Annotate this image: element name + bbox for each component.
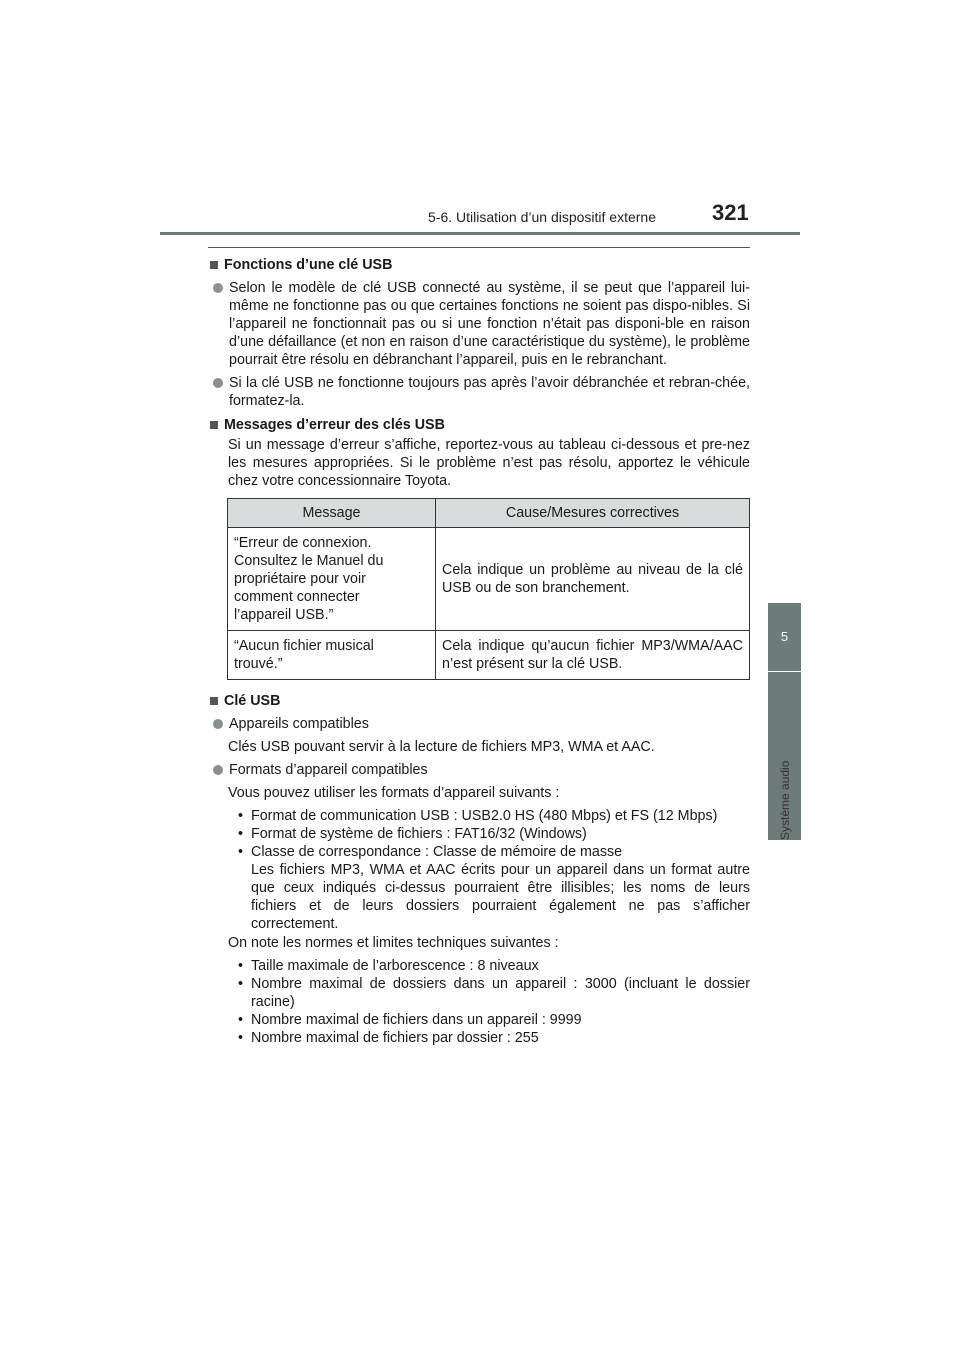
list-item-text: Format de système de fichiers : FAT16/32 (Windows) bbox=[251, 826, 587, 842]
table-header-row bbox=[228, 499, 750, 528]
list-item bbox=[238, 807, 750, 825]
dot-bullet-icon: • bbox=[238, 844, 244, 860]
list-item-text: Nombre maximal de fichiers dans un appareil : 9999 bbox=[251, 1012, 582, 1028]
section-heading: 5-6. Utilisation d’un dispositif externe bbox=[428, 209, 657, 225]
list-item bbox=[210, 715, 750, 733]
dot-bullet-icon: • bbox=[238, 1030, 244, 1046]
table-cell-message: “Erreur de connexion. Consultez le Manuel du propriétaire pour voir comment connecter l’appareil USB.” bbox=[228, 528, 436, 631]
square-bullet-icon bbox=[210, 261, 218, 269]
page-content bbox=[210, 252, 750, 1047]
compat-devices-text: Clés USB pouvant servir à la lecture de fichiers MP3, WMA et AAC. bbox=[228, 739, 655, 755]
section-title-messages bbox=[210, 416, 750, 434]
error-table bbox=[227, 498, 750, 680]
formats-list bbox=[210, 807, 750, 933]
dot-bullet-icon: • bbox=[238, 958, 244, 974]
table-row bbox=[228, 631, 750, 680]
list-item-text: Appareils compatibles bbox=[229, 716, 369, 732]
formats-note-row bbox=[238, 861, 750, 933]
square-bullet-icon bbox=[210, 421, 218, 429]
table-cell-cause: Cela indique qu’aucun fichier MP3/WMA/AAC n’est présent sur la clé USB. bbox=[436, 631, 750, 680]
dot-bullet-icon: • bbox=[238, 826, 244, 842]
table-cell-cause: Cela indique un problème au niveau de la clé USB ou de son branchement. bbox=[436, 528, 750, 631]
list-item bbox=[238, 843, 750, 861]
table-cell-message: “Aucun fichier musical trouvé.” bbox=[228, 631, 436, 680]
section-title-fonctions bbox=[210, 256, 750, 274]
circle-bullet-icon bbox=[213, 378, 223, 388]
list-item bbox=[210, 279, 750, 369]
header-rule bbox=[160, 232, 800, 235]
content-rule bbox=[208, 247, 750, 248]
section-title-text: Fonctions d’une clé USB bbox=[224, 257, 393, 273]
table-header-message: Message bbox=[228, 499, 436, 528]
square-bullet-icon bbox=[210, 697, 218, 705]
circle-bullet-icon bbox=[213, 719, 223, 729]
section-title-cle bbox=[210, 692, 750, 710]
list-item bbox=[210, 374, 750, 410]
list-item-text: Selon le modèle de clé USB connecté au système, il se peut que l’appareil lui-même ne fonctionne pas ou que certaines fonctions ne soient pas dispo-nibles. Si l’appareil ne fonctionnait pas ou si une fonction n’était pas disponi-ble en raison d’une défaillance (et non en raison d’une caractéristique du système), le problème pourrait être résolu en débranchant l’appareil, puis en le rebranchant. bbox=[229, 280, 750, 368]
list-item bbox=[210, 761, 750, 779]
list-item-text: Classe de correspondance : Classe de mémoire de masse bbox=[251, 844, 623, 860]
compat-formats-intro: Vous pouvez utiliser les formats d’appareil suivants : bbox=[228, 785, 560, 801]
list-item bbox=[238, 1029, 750, 1047]
list-item bbox=[238, 957, 750, 975]
table-header-cause: Cause/Mesures correctives bbox=[436, 499, 750, 528]
list-item bbox=[238, 975, 750, 1011]
table-row bbox=[228, 528, 750, 631]
dot-bullet-icon: • bbox=[238, 976, 244, 992]
list-item-text: Formats d’appareil compatibles bbox=[229, 762, 428, 778]
section-title-text: Clé USB bbox=[224, 693, 281, 709]
limits-intro: On note les normes et limites techniques suivantes : bbox=[228, 935, 559, 951]
section-title-text: Messages d’erreur des clés USB bbox=[224, 417, 445, 433]
limits-list bbox=[210, 957, 750, 1047]
list-item bbox=[238, 825, 750, 843]
circle-bullet-icon bbox=[213, 765, 223, 775]
list-item-text: Nombre maximal de fichiers par dossier : 255 bbox=[251, 1030, 539, 1046]
list-item-text: Nombre maximal de dossiers dans un appareil : 3000 (incluant le dossier racine) bbox=[251, 976, 750, 1010]
chapter-label: Système audio bbox=[778, 760, 792, 840]
list-item bbox=[238, 1011, 750, 1029]
messages-intro: Si un message d’erreur s’affiche, reportez-vous au tableau ci-dessous et pre-nez les mesures appropriées. Si le problème n’est pas résolu, apportez le véhicule chez votre concessionnaire Toyota. bbox=[228, 437, 750, 489]
formats-note: Les fichiers MP3, WMA et AAC écrits pour un appareil dans un format autre que ceux indiqués ci-dessus pourraient être illisibles; les noms de leurs fichiers et de leurs dossiers pourraient également ne pas s’afficher correctement. bbox=[251, 862, 750, 932]
page-number: 321 bbox=[712, 200, 749, 225]
list-item-text: Si la clé USB ne fonctionne toujours pas après l’avoir débranchée et rebran-chée, formatez-la. bbox=[229, 375, 750, 409]
list-item-text: Taille maximale de l’arborescence : 8 niveaux bbox=[251, 958, 539, 974]
chapter-tab: 5 bbox=[768, 603, 801, 671]
circle-bullet-icon bbox=[213, 283, 223, 293]
dot-bullet-icon: • bbox=[238, 808, 244, 824]
list-item-text: Format de communication USB : USB2.0 HS (480 Mbps) et FS (12 Mbps) bbox=[251, 808, 718, 824]
dot-bullet-icon: • bbox=[238, 1012, 244, 1028]
